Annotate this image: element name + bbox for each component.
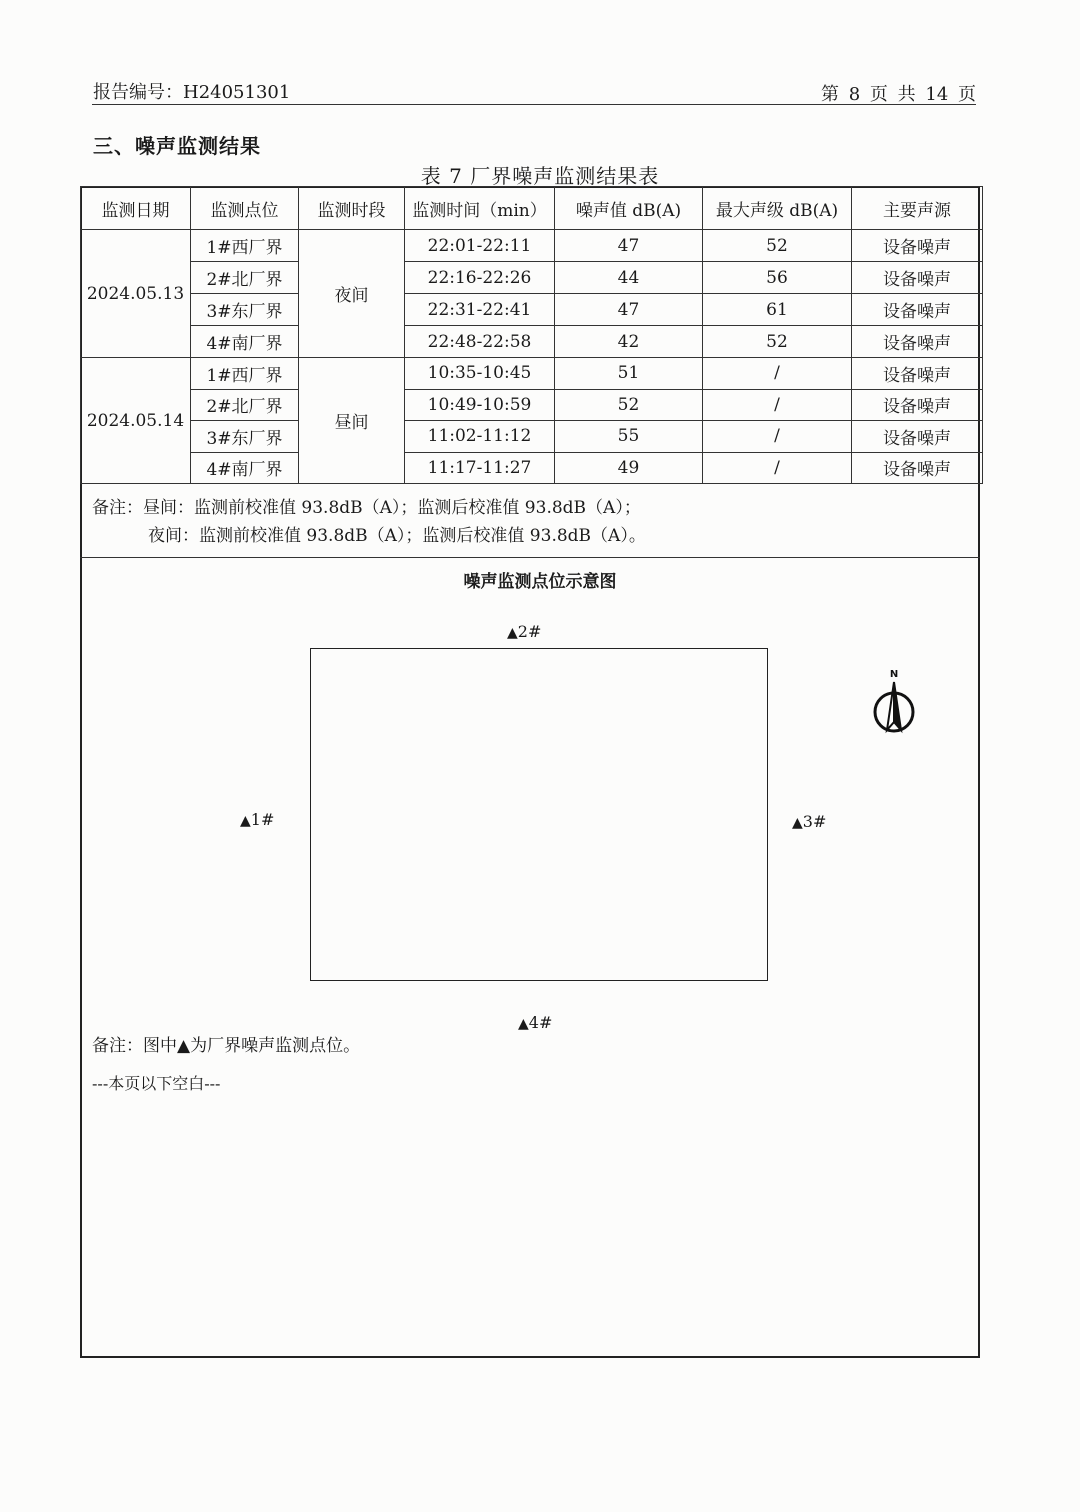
point-cell: 2#北厂界 [191,389,299,421]
noise-results-table [80,186,983,484]
time-cell: 22:48-22:58 [405,326,555,358]
table-row [81,326,983,358]
point-cell: 1#西厂界 [191,230,299,262]
source-cell: 设备噪声 [852,389,983,421]
monitoring-point-2: ▲2# [507,622,542,641]
notes-divider [80,557,980,558]
column-header: 监测点位 [191,187,299,230]
source-cell: 设备噪声 [852,294,983,326]
diagram-title: 噪声监测点位示意图 [463,572,617,592]
noise-cell: 42 [555,326,703,358]
monitoring-point-4: ▲4# [518,1013,553,1032]
column-header: 监测时段 [299,187,405,230]
header-divider [92,104,976,105]
site-boundary [310,648,768,981]
monitoring-point-3: ▲3# [792,812,827,831]
max-cell: / [703,358,852,390]
time-cell: 10:35-10:45 [405,358,555,390]
report-number: 报告编号：H24051301 [93,82,291,103]
max-cell: 52 [703,230,852,262]
blank-page-note: ---本页以下空白--- [92,1074,221,1093]
point-cell: 4#南厂界 [191,326,299,358]
time-cell: 11:17-11:27 [405,452,555,484]
column-header: 噪声值 dB(A) [555,187,703,230]
note-line: 备注：昼间：监测前校准值 93.8dB（A）；监测后校准值 93.8dB（A）； [92,498,641,518]
calibration-notes [92,494,646,550]
period-cell: 夜间 [299,230,405,358]
point-cell: 3#东厂界 [191,421,299,453]
time-cell: 22:01-22:11 [405,230,555,262]
table-row [81,358,983,390]
table-row [81,262,983,294]
triangle-marker-icon: ▲ [507,625,518,641]
noise-cell: 47 [555,230,703,262]
noise-cell: 55 [555,421,703,453]
max-cell: / [703,421,852,453]
source-cell: 设备噪声 [852,230,983,262]
noise-cell: 49 [555,452,703,484]
time-cell: 11:02-11:12 [405,421,555,453]
triangle-marker-icon: ▲ [792,815,803,831]
north-arrow-icon [867,666,921,738]
diagram-note: 备注：图中▲为厂界噪声监测点位。 [92,1036,361,1056]
source-cell: 设备噪声 [852,452,983,484]
noise-cell: 52 [555,389,703,421]
point-cell: 2#北厂界 [191,262,299,294]
max-cell: / [703,389,852,421]
time-cell: 22:31-22:41 [405,294,555,326]
period-cell: 昼间 [299,358,405,484]
note-line: 夜间：监测前校准值 93.8dB（A）；监测后校准值 93.8dB（A）。 [148,526,646,546]
section-title: 三、噪声监测结果 [93,134,261,158]
noise-cell: 51 [555,358,703,390]
triangle-marker-icon: ▲ [518,1016,529,1032]
table-row [81,389,983,421]
date-cell: 2024.05.13 [81,230,191,358]
table-caption: 表 7 厂界噪声监测结果表 [420,164,660,188]
table-row [81,452,983,484]
noise-cell: 47 [555,294,703,326]
table-row [81,230,983,262]
point-cell: 1#西厂界 [191,358,299,390]
point-cell: 3#东厂界 [191,294,299,326]
table-row [81,294,983,326]
column-header: 监测日期 [81,187,191,230]
point-cell: 4#南厂界 [191,452,299,484]
max-cell: 61 [703,294,852,326]
time-cell: 22:16-22:26 [405,262,555,294]
source-cell: 设备噪声 [852,358,983,390]
monitoring-point-1: ▲1# [240,810,275,829]
column-header: 最大声级 dB(A) [703,187,852,230]
column-header: 主要声源 [852,187,983,230]
noise-cell: 44 [555,262,703,294]
max-cell: 56 [703,262,852,294]
source-cell: 设备噪声 [852,421,983,453]
source-cell: 设备噪声 [852,326,983,358]
max-cell: 52 [703,326,852,358]
north-label: N [889,669,899,680]
date-cell: 2024.05.14 [81,358,191,484]
table-header-row [81,187,983,230]
max-cell: / [703,452,852,484]
page-info: 第 8 页 共 14 页 [821,84,976,105]
source-cell: 设备噪声 [852,262,983,294]
time-cell: 10:49-10:59 [405,389,555,421]
table-row [81,421,983,453]
column-header: 监测时间（min） [405,187,555,230]
triangle-marker-icon: ▲ [240,813,251,829]
